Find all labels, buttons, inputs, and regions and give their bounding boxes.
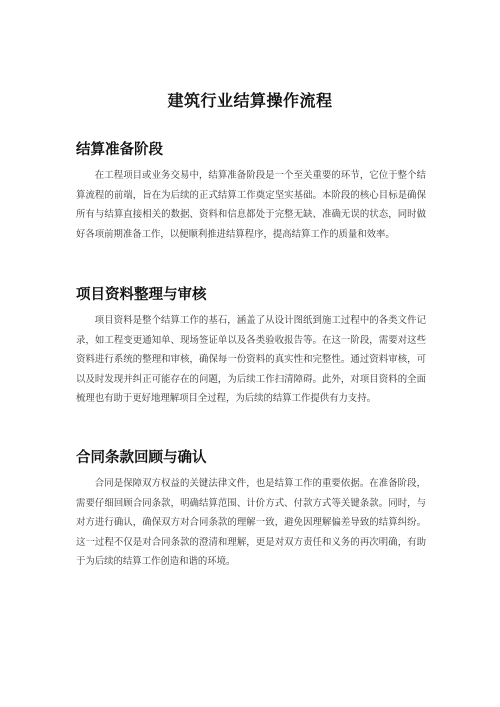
section-heading: 合同条款回顾与确认	[76, 450, 207, 466]
section-heading: 项目资料整理与审核	[76, 287, 207, 303]
section-settlement-preparation	[76, 140, 426, 244]
section-paragraph: 在工程项目或业务交易中，结算准备阶段是一个至关重要的环节，它位于整个结算流程的前端，旨在为后续的正式结算工作奠定坚实基础。本阶段的核心目标是确保所有与结算直接相关的数据、资料和信息都处于完整无缺、准确无误的状态，同时做好各项前期准备工作，以便顺利推进结算程序，提高结算工作的质量和效率。	[76, 170, 426, 240]
section-heading: 结算准备阶段	[76, 142, 163, 158]
section-contract-terms-review	[76, 448, 426, 572]
document-title: 建筑行业结算操作流程	[167, 91, 333, 110]
section-project-documents-review	[76, 285, 426, 409]
section-paragraph: 合同是保障双方权益的关键法律文件，也是结算工作的重要依据。在准备阶段，需要仔细回顾合同条款，明确结算范围、计价方式、付款方式等关键条款。同时，与对方进行确认，确保双方对合同条款的理解一致，避免因理解偏差导致的结算纠纷。这一过程不仅是对合同条款的澄清和理解，更是对双方责任和义务的再次明确，有助于为后续的结算工作创造和谐的环境。	[76, 478, 426, 567]
section-paragraph: 项目资料是整个结算工作的基石，涵盖了从设计图纸到施工过程中的各类文件记录，如工程变更通知单、现场签证单以及各类验收报告等。在这一阶段，需要对这些资料进行系统的整理和审核，确保每一份资料的真实性和完整性。通过资料审核，可以及时发现并纠正可能存在的问题，为后续工作扫清障碍。此外，对项目资料的全面梳理也有助于更好地理解项目全过程，为后续的结算工作提供有力支持。	[76, 315, 426, 404]
